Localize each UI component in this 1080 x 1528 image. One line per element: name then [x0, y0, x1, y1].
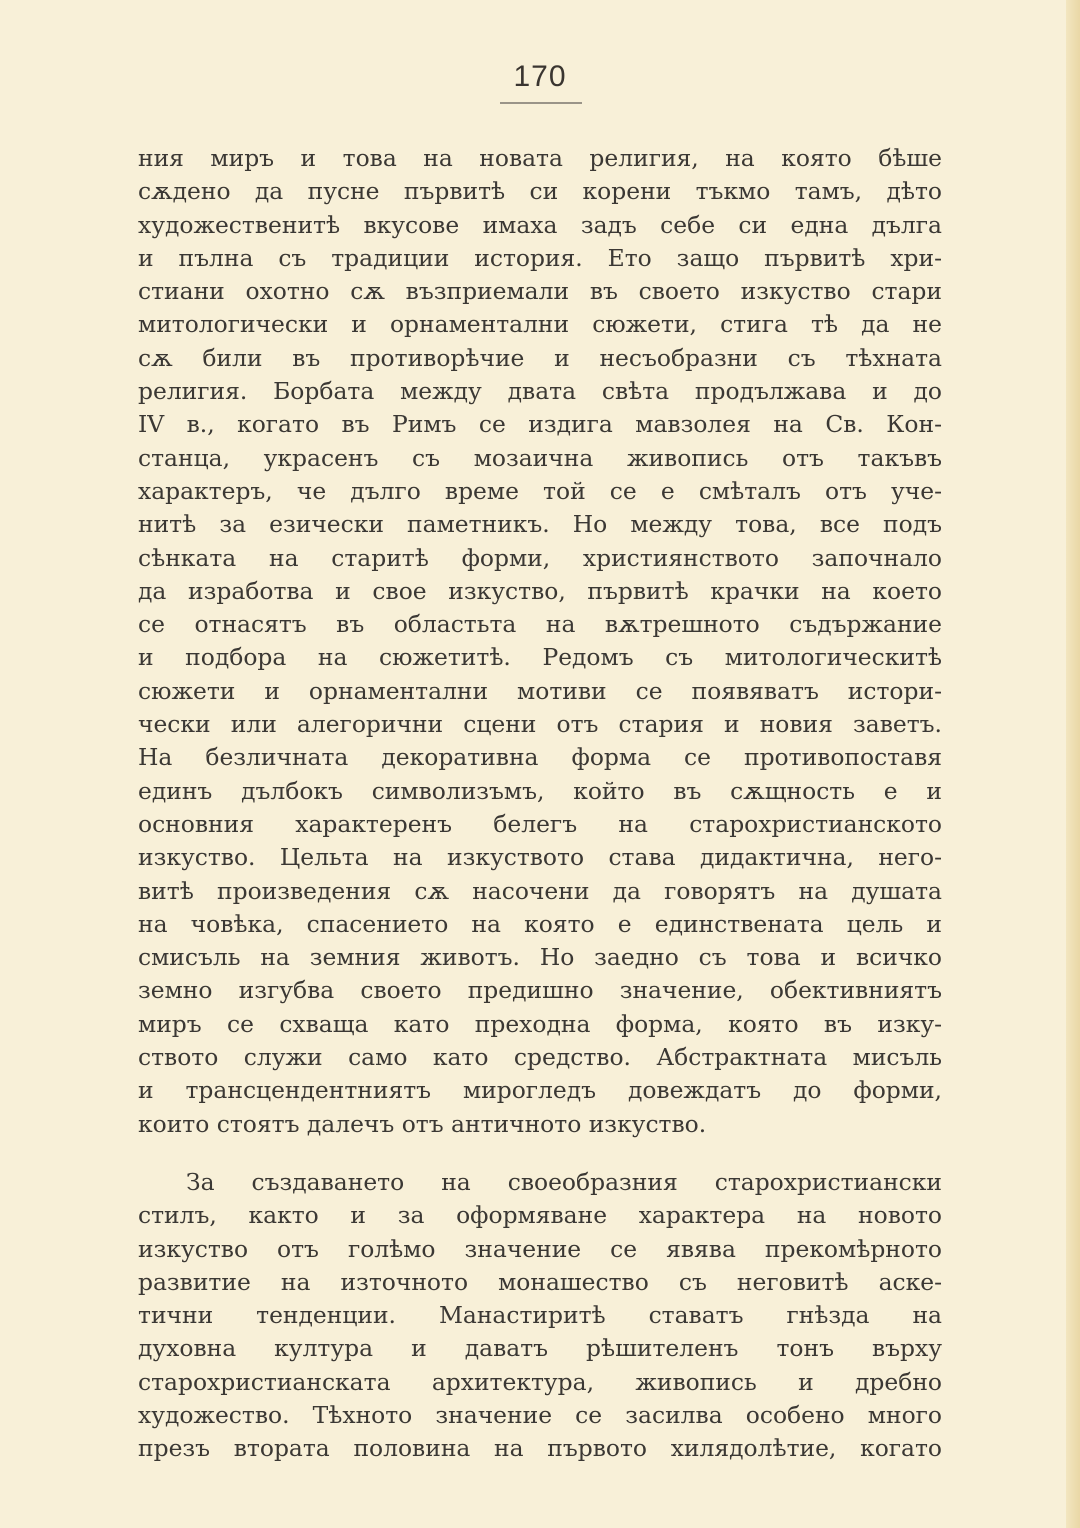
body-text — [138, 142, 942, 1466]
page-number: 170 — [513, 60, 567, 93]
text-line: изкуство отъ голѣмо значение се явява прекомѣрното — [138, 1234, 942, 1263]
text-line: тични тенденции. Манастиритѣ ставатъ гнѣзда на — [138, 1301, 942, 1330]
text-line: презъ втората половина на първото хилядолѣтие, когато — [138, 1434, 942, 1463]
text-line: на човѣка, спасението на която е единствената цель и — [138, 909, 942, 938]
paragraph — [138, 142, 942, 1141]
text-line: митологически и орнаментални сюжети, стига тѣ да не — [138, 310, 942, 339]
text-line: За създаването на своеобразния старохристиански — [186, 1167, 942, 1196]
text-line: чески или алегорични сцени отъ стария и новия заветъ. — [138, 710, 942, 739]
text-line: основния характеренъ белегъ на старохристианското — [138, 809, 942, 838]
text-line: развитие на източното монашество съ неговитѣ аске- — [138, 1267, 942, 1296]
text-line: земно изгубва своето предишно значение, обективниятъ — [138, 976, 942, 1005]
text-line: се отнасятъ въ областьта на вѫтрешното съдържание — [138, 610, 942, 639]
text-line: ството служи само като средство. Абстрактната мисъль — [138, 1043, 942, 1072]
text-line: ния миръ и това на новата религия, на която бѣше — [138, 144, 942, 172]
page-number-underline — [500, 102, 582, 104]
text-line: витѣ произведения сѫ насочени да говорятъ на душата — [138, 876, 942, 905]
text-line: сѫдено да пусне първитѣ си корени тъкмо тамъ, дѣто — [138, 177, 942, 206]
text-line: нитѣ за езически паметникъ. Но между това, все подъ — [138, 510, 942, 539]
text-line: стилъ, както и за оформяване характера на новото — [138, 1201, 942, 1230]
text-line: IV в., когато въ Римъ се издига мавзолея на Св. Кон- — [138, 410, 942, 439]
text-line: старохристианската архитектура, живопись и дребно — [138, 1367, 942, 1396]
text-line: и пълна съ традиции история. Ето защо първитѣ хри- — [138, 243, 942, 272]
text-line: единъ дълбокъ символизъмъ, който въ сѫщность е и — [138, 776, 942, 805]
page-edge — [1066, 0, 1080, 1528]
text-line: духовна култура и даватъ рѣшителенъ тонъ върху — [138, 1334, 942, 1363]
paragraph-spacer — [138, 1141, 942, 1166]
text-line: сюжети и орнаментални мотиви се появяватъ истори- — [138, 676, 942, 705]
text-line: характеръ, че дълго време той се е смѣталъ отъ уче- — [138, 476, 942, 505]
text-line: стиани охотно сѫ възприемали въ своето изкуство стари — [138, 277, 942, 306]
text-line: На безличната декоративна форма се противопоставя — [138, 743, 942, 772]
text-line: миръ се схваща като преходна форма, която въ изку- — [138, 1009, 942, 1038]
text-line: които стоятъ далечъ отъ античното изкуство. — [138, 1109, 707, 1138]
text-line: станца, украсенъ съ мозаична живопись отъ такъвъ — [138, 443, 942, 472]
text-line: изкуство. Цельта на изкуството става дидактична, него- — [138, 843, 942, 872]
text-line: сѣнката на старитѣ форми, християнството започнало — [138, 543, 942, 572]
text-line: да изработва и свое изкуство, първитѣ крачки на което — [138, 576, 942, 605]
paragraph — [138, 1166, 942, 1466]
text-line: художественитѣ вкусове имаха задъ себе си една дълга — [138, 210, 942, 239]
text-line: смисъль на земния животъ. Но заедно съ това и всичко — [138, 943, 942, 972]
text-line: сѫ били въ противорѣчие и несъобразни съ тѣхната — [138, 343, 942, 372]
text-line: религия. Борбата между двата свѣта продължава и до — [138, 377, 942, 406]
text-line: и подбора на сюжетитѣ. Редомъ съ митологическитѣ — [138, 643, 942, 672]
text-line: и трансцендентниятъ мирогледъ довеждатъ до форми, — [138, 1076, 942, 1105]
text-line: художество. Тѣхното значение се засилва особено много — [138, 1400, 942, 1429]
